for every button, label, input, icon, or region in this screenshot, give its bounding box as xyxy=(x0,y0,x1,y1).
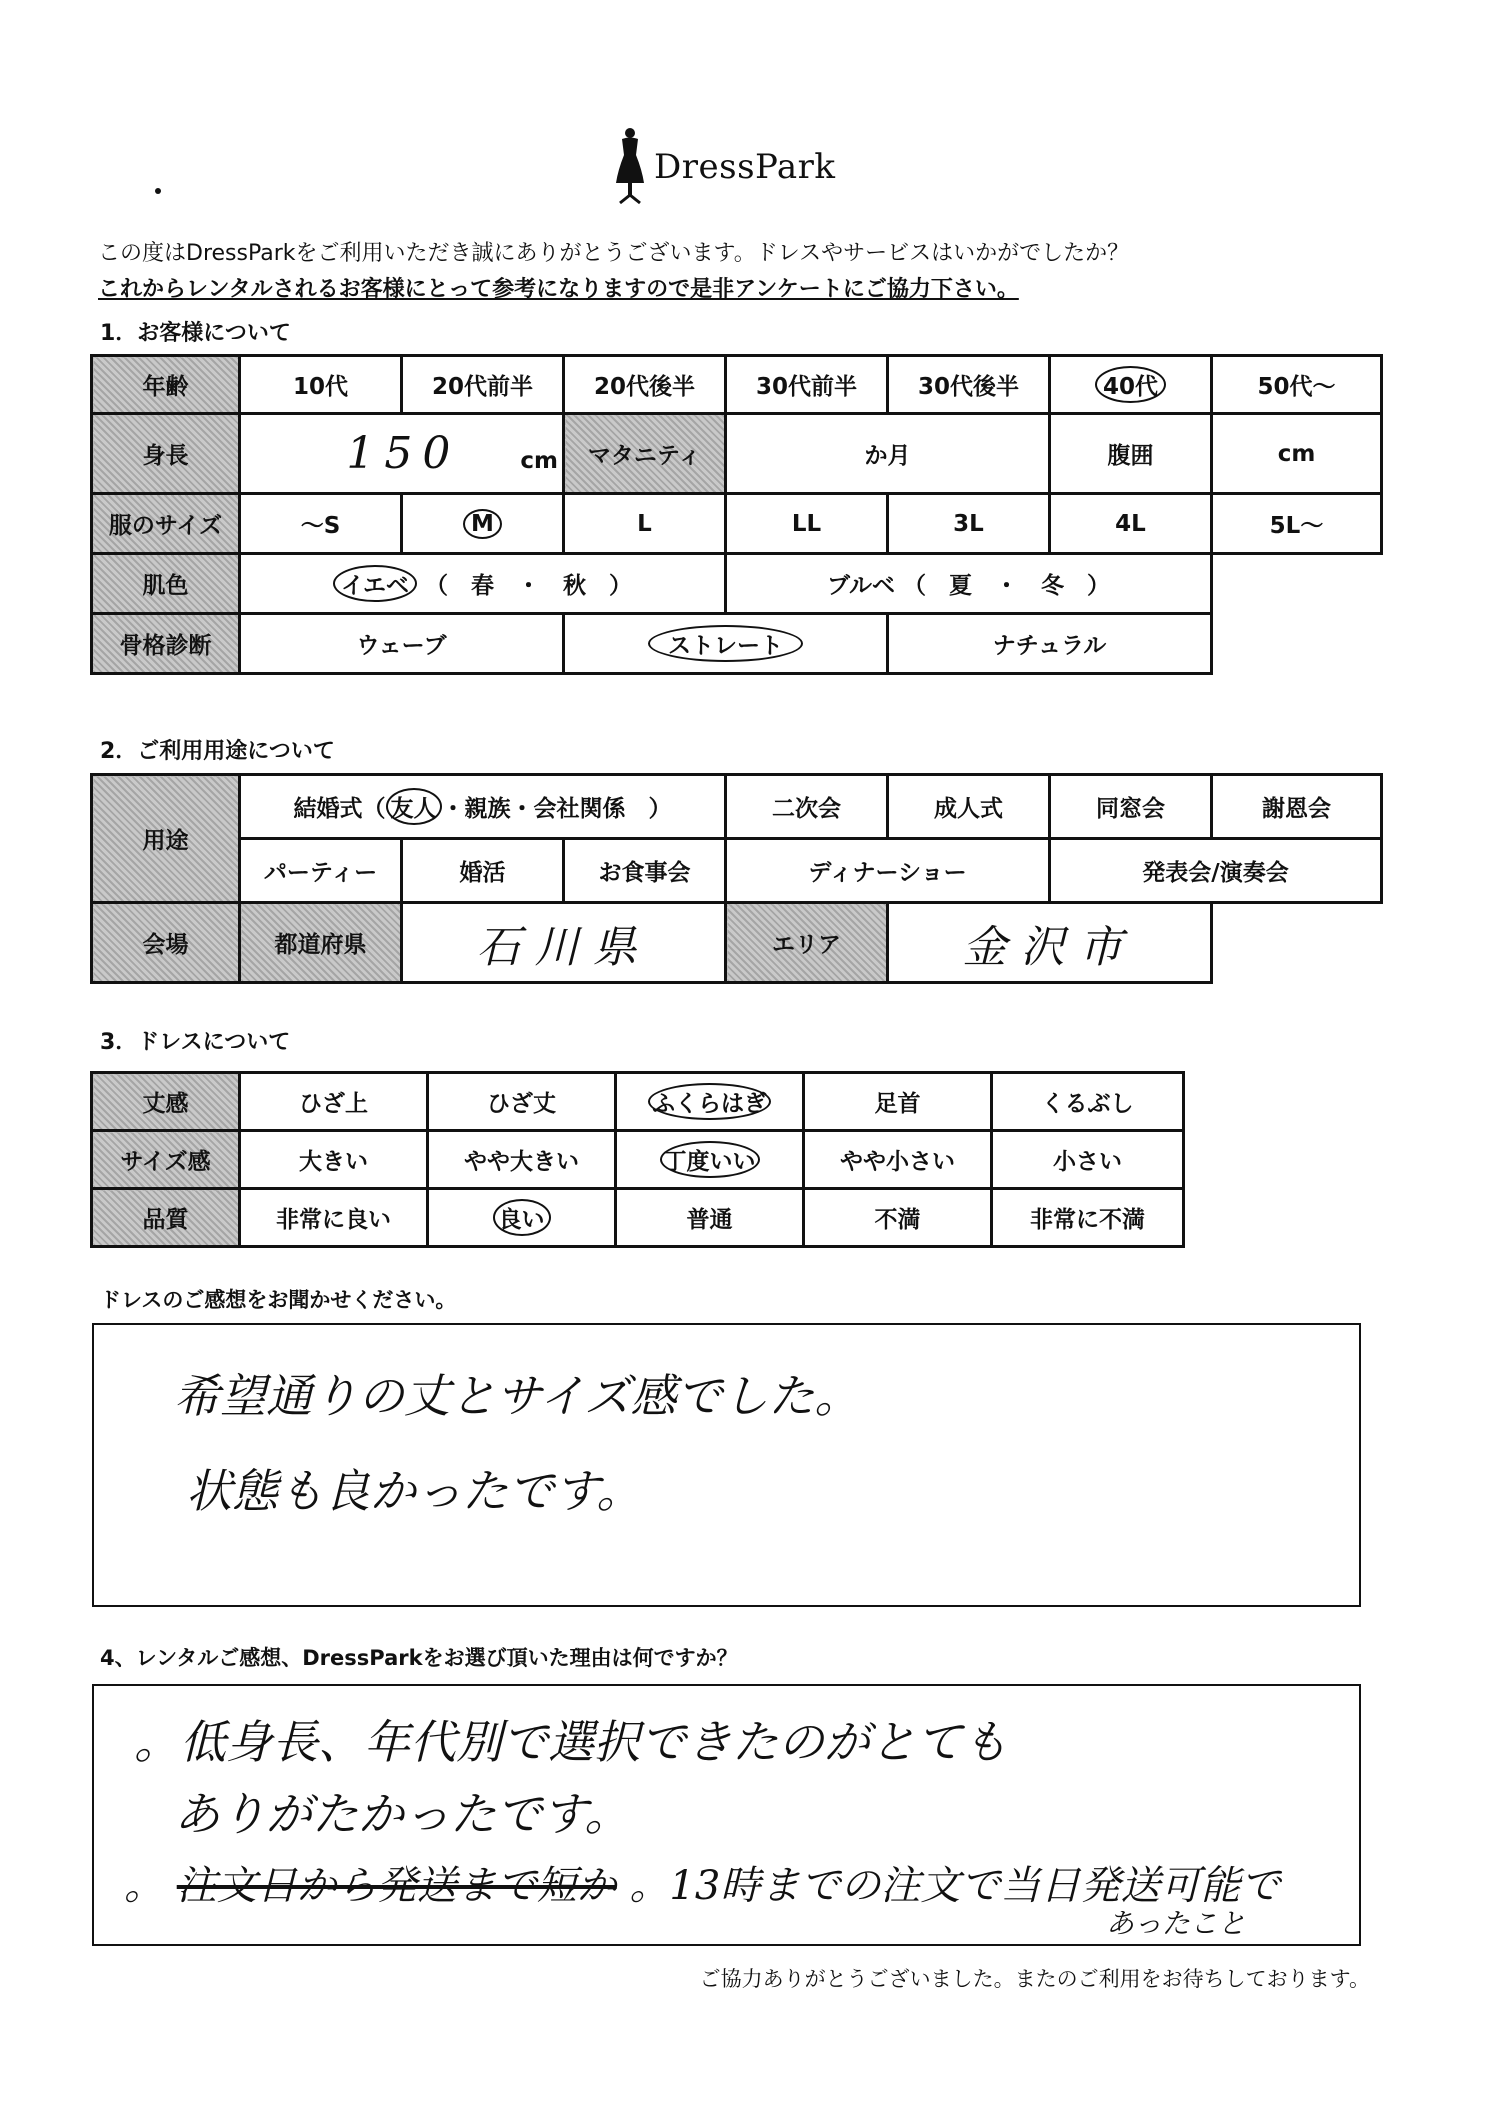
rental-comment-prompt: 4、レンタルご感想、DressParkをお選び頂いた理由は何ですか？ xyxy=(100,1646,738,1670)
size-option-5l[interactable]: 5L～ xyxy=(1212,494,1382,554)
dress-comment-line2: 状態も良かったです。 xyxy=(186,1464,643,1518)
purpose-table xyxy=(90,773,1383,984)
size-label: 服のサイズ xyxy=(92,494,240,554)
line3-struck-text: 注文日から発送まで短か xyxy=(176,1863,617,1909)
dress-comment-line1: 希望通りの丈とサイズ感でした。 xyxy=(174,1369,861,1423)
purpose-dinner-show[interactable]: ディナーショー xyxy=(726,839,1050,903)
age-option-10s[interactable]: 10代 xyxy=(240,356,402,414)
age-label: 年齢 xyxy=(92,356,240,414)
prefecture-label: 都道府県 xyxy=(240,903,402,983)
size-option-ll[interactable]: LL xyxy=(726,494,888,554)
frame-option-straight[interactable] xyxy=(564,614,888,674)
age-option-late30s[interactable]: 30代後半 xyxy=(888,356,1050,414)
purpose-konkatsu[interactable]: 婚活 xyxy=(402,839,564,903)
line3-bullet: 。 xyxy=(124,1863,164,1909)
area-field[interactable] xyxy=(888,903,1212,983)
age-option-early20s[interactable]: 20代前半 xyxy=(402,356,564,414)
height-unit: cm xyxy=(520,448,558,474)
rental-comment-box[interactable] xyxy=(92,1684,1361,1946)
quality-good[interactable] xyxy=(428,1189,616,1247)
fit-slightly-small[interactable]: やや小さい xyxy=(804,1131,992,1189)
quality-very-good[interactable]: 非常に良い xyxy=(240,1189,428,1247)
skin-label: 肌色 xyxy=(92,554,240,614)
fit-slightly-large[interactable]: やや大きい xyxy=(428,1131,616,1189)
section3-heading: 3．ドレスについて xyxy=(100,1030,291,1055)
skin-option-blue[interactable] xyxy=(726,554,1212,614)
purpose-label: 用途 xyxy=(92,775,240,903)
fit-just-right[interactable] xyxy=(616,1131,804,1189)
dress-comment-prompt: ドレスのご感想をお聞かせください。 xyxy=(100,1288,457,1312)
area-label: エリア xyxy=(726,903,888,983)
age-option-late20s[interactable]: 20代後半 xyxy=(564,356,726,414)
age-option-40s[interactable] xyxy=(1050,356,1212,414)
rental-comment-line1: 。低身長、年代別で選択できたのがとても xyxy=(134,1715,1008,1769)
wedding-friend-selected: 友人 xyxy=(386,788,442,825)
size-option-4l[interactable]: 4L xyxy=(1050,494,1212,554)
maternity-label: マタニティ xyxy=(564,414,726,494)
intro-request: これからレンタルされるお客様にとって参考になりますので是非アンケートにご協力下さい。 xyxy=(98,277,1019,302)
waist-label: 腹囲 xyxy=(1050,414,1212,494)
length-above-knee[interactable]: ひざ上 xyxy=(240,1073,428,1131)
scan-speck xyxy=(155,188,161,194)
purpose-recital[interactable]: 発表会/演奏会 xyxy=(1050,839,1382,903)
area-value: 金沢市 xyxy=(962,921,1137,973)
skin-blue-seasons: （ 夏 ・ 冬 ） xyxy=(903,573,1111,599)
age-selected: 40代 xyxy=(1095,366,1166,403)
dress-form-icon xyxy=(612,125,648,205)
quality-label: 品質 xyxy=(92,1189,240,1247)
dresspark-logo xyxy=(612,125,852,205)
months-unit: か月 xyxy=(864,443,911,469)
length-calf[interactable] xyxy=(616,1073,804,1131)
skin-empty xyxy=(1212,554,1382,614)
skin-blue: ブルベ xyxy=(826,573,896,599)
length-ankle-bone[interactable]: くるぶし xyxy=(992,1073,1184,1131)
size-option-3l[interactable]: 3L xyxy=(888,494,1050,554)
dress-comment-box[interactable] xyxy=(92,1323,1361,1607)
prefecture-field[interactable] xyxy=(402,903,726,983)
skin-yellow-seasons: （ 春 ・ 秋 ） xyxy=(425,573,633,599)
intro-thanks: この度はDressParkをご利用いただき誠にありがとうございます。ドレスやサービスはいかがでしたか？ xyxy=(98,241,1130,266)
height-label: 身長 xyxy=(92,414,240,494)
venue-empty xyxy=(1212,903,1382,983)
age-option-50s[interactable]: 50代～ xyxy=(1212,356,1382,414)
section1-heading: 1．お客様について xyxy=(100,321,291,346)
rental-comment-line2: ありがたかったです。 xyxy=(174,1787,631,1841)
maternity-months-field[interactable] xyxy=(726,414,1050,494)
quality-dissatisfied[interactable]: 不満 xyxy=(804,1189,992,1247)
fit-large[interactable]: 大きい xyxy=(240,1131,428,1189)
age-option-early30s[interactable]: 30代前半 xyxy=(726,356,888,414)
waist-unit: cm xyxy=(1277,440,1316,467)
purpose-wedding[interactable] xyxy=(240,775,726,839)
prefecture-value: 石川県 xyxy=(476,921,651,973)
frame-option-natural[interactable]: ナチュラル xyxy=(888,614,1212,674)
wedding-prefix: 結婚式（ xyxy=(293,796,386,822)
venue-label: 会場 xyxy=(92,903,240,983)
size-option-l[interactable]: L xyxy=(564,494,726,554)
purpose-reunion[interactable]: 同窓会 xyxy=(1050,775,1212,839)
wedding-rest: ・親族・会社関係 ） xyxy=(441,796,672,822)
length-label: 丈感 xyxy=(92,1073,240,1131)
frame-selected: ストレート xyxy=(648,625,803,662)
length-ankle[interactable]: 足首 xyxy=(804,1073,992,1131)
dress-table xyxy=(90,1071,1185,1248)
frame-option-wave[interactable]: ウェーブ xyxy=(240,614,564,674)
purpose-thanks-party[interactable]: 謝恩会 xyxy=(1212,775,1382,839)
purpose-party[interactable]: パーティー xyxy=(240,839,402,903)
fit-small[interactable]: 小さい xyxy=(992,1131,1184,1189)
fit-label: サイズ感 xyxy=(92,1131,240,1189)
quality-very-dissatisfied[interactable]: 非常に不満 xyxy=(992,1189,1184,1247)
height-value: 150 xyxy=(346,428,461,479)
section2-heading: 2．ご利用用途について xyxy=(100,739,335,764)
height-field[interactable] xyxy=(240,414,564,494)
frame-label: 骨格診断 xyxy=(92,614,240,674)
quality-selected: 良い xyxy=(493,1199,551,1236)
quality-normal[interactable]: 普通 xyxy=(616,1189,804,1247)
line3-text: 。13時までの注文で当日発送可能で xyxy=(629,1863,1281,1909)
size-selected: M xyxy=(463,509,502,539)
length-knee[interactable]: ひざ丈 xyxy=(428,1073,616,1131)
size-option-s[interactable]: ～S xyxy=(240,494,402,554)
rental-comment-line4: あったこと xyxy=(1106,1907,1246,1940)
purpose-coming-of-age[interactable]: 成人式 xyxy=(888,775,1050,839)
size-option-m[interactable] xyxy=(402,494,564,554)
fit-selected: 丁度いい xyxy=(660,1141,760,1178)
skin-option-yellow[interactable] xyxy=(240,554,726,614)
skin-selected: イエベ xyxy=(333,565,417,602)
frame-empty xyxy=(1212,614,1382,674)
brand-name: DressPark xyxy=(654,147,836,187)
purpose-afterparty[interactable]: 二次会 xyxy=(726,775,888,839)
purpose-dinner[interactable]: お食事会 xyxy=(564,839,726,903)
footer-thanks: ご協力ありがとうございました。またのご利用をお待ちしております。 xyxy=(699,1967,1370,1991)
length-selected: ふくらはぎ xyxy=(648,1083,771,1120)
customer-table xyxy=(90,354,1383,675)
waist-field[interactable] xyxy=(1212,414,1382,494)
